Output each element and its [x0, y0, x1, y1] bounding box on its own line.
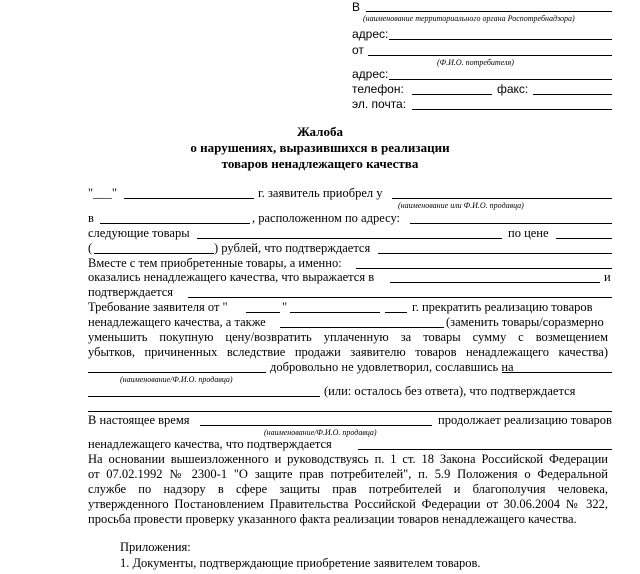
document-title: Жалоба: [297, 124, 343, 139]
no-answer-text: (или: осталось без ответа), что подтверждается: [324, 384, 576, 398]
demand-text-a: Требование заявителя от ": [88, 300, 228, 314]
losses-text: убытков, причиненных вследствие продажи заявителю товаров ненадлежащего качества): [88, 345, 608, 359]
email-field-line[interactable]: [412, 109, 612, 110]
however-text: Вместе с тем приобретенные товары, а именно:: [88, 256, 342, 270]
rubles-text: ) рублей, что подтверждается: [214, 241, 371, 255]
address-label: адрес:: [352, 27, 389, 41]
confirmed-field-line[interactable]: [188, 297, 612, 298]
location-address-line[interactable]: [410, 223, 612, 224]
address2-label: адрес:: [352, 67, 389, 81]
date-quote: "___": [88, 186, 117, 200]
from-label: от: [352, 43, 364, 57]
quality-confirm-text: ненадлежащего качества, что подтверждается: [88, 437, 332, 451]
goods-field-line[interactable]: [197, 238, 502, 239]
goods-label: следующие товары: [88, 226, 190, 240]
basis-text: На основании вышеизложенного и руководствуясь п. 1 ст. 18 Закона Российской Федерации: [88, 452, 608, 466]
located-text: , расположенном по адресу:: [252, 211, 401, 225]
fax-field-line[interactable]: [533, 94, 612, 95]
email-label: эл. почта:: [352, 97, 407, 111]
sum-words-line[interactable]: [94, 253, 214, 254]
reduce-price-text: уменьшить покупную цену/возвратить уплаченную за товары сумму с возмещением: [88, 330, 608, 344]
paren-open: (: [88, 241, 93, 255]
decree-text: утвержденного Постановлением Правительства Российской Федерации от 30.06.2004 № 322,: [88, 497, 608, 511]
fax-label: факс:: [497, 82, 529, 96]
from-caption: (Ф.И.О. потребителя): [437, 58, 514, 67]
seller-caption: (наименование или Ф.И.О. продавца): [398, 201, 524, 210]
demand-day-line[interactable]: [246, 312, 280, 313]
also-text: ненадлежащего качества, а также: [88, 315, 266, 329]
attachment-item-1: 1. Документы, подтверждающие приобретение заявителем товаров.: [120, 556, 481, 570]
defect-field-line[interactable]: [390, 282, 600, 283]
to-caption: (наименование территориального органа Роспотребнадзора): [363, 14, 575, 23]
purchase-text: г. заявитель приобрел у: [258, 186, 383, 200]
also-field-line[interactable]: [280, 327, 444, 328]
current-seller-caption: (наименование/Ф.И.О. продавца): [264, 428, 377, 437]
date-field-line[interactable]: [124, 198, 254, 199]
no-answer-line[interactable]: [88, 396, 320, 397]
quality-confirm-line[interactable]: [358, 449, 612, 450]
document-subtitle-1: о нарушениях, выразившихся в реализации: [190, 140, 450, 155]
seller-name-line[interactable]: [88, 372, 266, 373]
phone-label: телефон:: [352, 82, 404, 96]
and-label: и: [604, 270, 611, 284]
to-label: В: [352, 0, 361, 14]
price-field-line[interactable]: [556, 238, 612, 239]
evidence-field-line[interactable]: [378, 253, 612, 254]
to-field-line[interactable]: [366, 11, 612, 12]
current-seller-line[interactable]: [200, 425, 432, 426]
in-label: в: [88, 211, 94, 225]
demand-month-line[interactable]: [290, 312, 380, 313]
law-text: от 07.02.1992 № 2300-1 "О защите прав потребителей", п. 5.9 Положения о Федеральной: [88, 467, 608, 481]
request-text: просьба провести проверку указанного факта реализации товаров ненадлежащего качества.: [88, 512, 577, 526]
attachments-label: Приложения:: [120, 540, 191, 554]
seller-name-caption: (наименование/Ф.И.О. продавца): [120, 375, 233, 384]
confirmed-label: подтверждается: [88, 285, 174, 299]
goods-namely-line[interactable]: [356, 268, 612, 269]
address2-field-line[interactable]: [389, 79, 612, 80]
price-label: по цене: [508, 226, 549, 240]
demand-quote-close: ": [282, 300, 288, 314]
from-field-line[interactable]: [368, 55, 612, 56]
demand-text-c: г. прекратить реализацию товаров: [412, 300, 593, 314]
refused-reason-line[interactable]: [502, 372, 612, 373]
refused-text: добровольно не удовлетворил, сославшись на: [270, 360, 514, 374]
address-field-line[interactable]: [389, 39, 612, 40]
seller-field-line[interactable]: [392, 198, 612, 199]
replace-text: (заменить товары/соразмерно: [446, 315, 604, 329]
confirmed2-field-line[interactable]: [88, 411, 612, 412]
service-text: службе по надзору в сфере защиты прав потребителей и благополучия человека,: [88, 482, 608, 496]
document-subtitle-2: товаров ненадлежащего качества: [221, 156, 419, 171]
defect-text: оказались ненадлежащего качества, что выражается в: [88, 270, 375, 284]
continues-text: продолжает реализацию товаров: [438, 413, 612, 427]
place-field-line[interactable]: [100, 223, 250, 224]
phone-field-line[interactable]: [412, 94, 492, 95]
currently-text: В настоящее время: [88, 413, 190, 427]
demand-year-line[interactable]: [385, 312, 407, 313]
